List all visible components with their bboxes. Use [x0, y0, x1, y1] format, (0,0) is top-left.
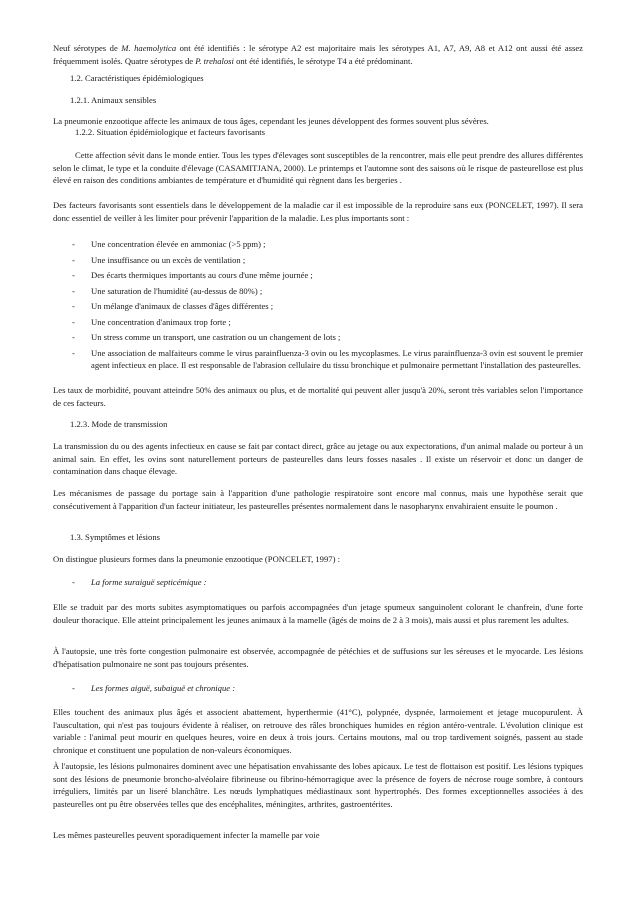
list-item-text: Un mélange d'animaux de classes d'âges différentes ;: [91, 301, 274, 311]
list-item: [53, 285, 583, 301]
list-dash: -: [72, 683, 75, 693]
list-item-text: Une concentration d'animaux trop forte ;: [91, 316, 231, 327]
heading-1-3: 1.3. Symptômes et lésions: [70, 532, 160, 542]
intro-text: Neuf sérotypes de: [53, 43, 122, 53]
species-name: M. haemolytica: [121, 43, 177, 53]
list-item-text: Une concentration élevée en ammoniac (>5 ppm) ;: [91, 239, 266, 249]
heading-1-2-1: 1.2.1. Animaux sensibles: [70, 95, 157, 105]
paragraph-autopsie-1: À l'autopsie, une très forte congestion pulmonaire est observée, accompagnée de pétéchies et de suffusions sur les séreuses et le myocarde. Les lésions d'hépatisation pulmonaire ne sont pas toujours présentes.: [53, 646, 583, 669]
paragraph-forme-suraigue: Elle se traduit par des morts subites asymptomatiques ou parfois accompagnées d'un jetage spumeux sanguinolent colorant le chanfrein, d'une forte douleur thoracique. Elle atteint principalement les jeunes animaux à la mamelle (âgés de moins de 2 à 3 mois), mais aussi et plus rarement les adultes.: [53, 602, 583, 625]
intro-paragraph: [53, 42, 583, 67]
forme-suraigue-label: La forme suraiguë septicémique :: [91, 577, 207, 587]
list-dash: -: [72, 285, 75, 296]
list-dash: -: [72, 316, 75, 327]
paragraph-facteurs: Des facteurs favorisants sont essentiels dans le développement de la maladie car il est impossible de la reproduire sans eux (PONCELET, 1997). Il sera donc essentiel de veiller à les limiter pour prévenir l'apparition de la maladie. Les plus importants sont :: [53, 200, 583, 223]
paragraph-morbidite: Les taux de morbidité, pouvant atteindre 50% des animaux ou plus, et de mortalité qui peuvent aller jusqu'à 20%, seront très variables selon l'importance de ces facteurs.: [53, 385, 583, 408]
list-item-text: Des écarts thermiques importants au cours d'une même journée ;: [91, 270, 313, 280]
list-item: [53, 254, 583, 270]
list-item-text: Un stress comme un transport, une castration ou un changement de lots ;: [91, 332, 341, 342]
list-dash: -: [72, 254, 75, 265]
paragraph-autopsie-2: À l'autopsie, les lésions pulmonaires dominent avec une hépatisation envahissante des lobes apicaux. Le test de flottaison est positif. Les lésions typiques sont des lésions de pneumonie broncho-alvéolaire fibrineuse ou fibrino-hémorragique avec la présence de foyers de nécrose rouge sombre, à contours irréguliers, limités par un liseré blanchâtre. Les nœuds lymphatiques médiastinaux sont hypertrophés. Des formes exceptionnelles associées à des pasteurelles ont pu être observées telles que des encéphalites, méningites, arthrites, gastroentérites.: [53, 761, 583, 809]
species-name: P. trehalosi: [195, 55, 234, 66]
formes-aigue-label: Les formes aiguë, subaiguë et chronique :: [91, 683, 236, 693]
list-item-text: Une association de malfaiteurs comme le virus parainfluenza-3 ovin ou les mycoplasmes. Le virus parainfluenza-3 ovin est souvent le premier agent infectieux en place. Il est responsable de l'abrasion cellulaire du tissu bronchique et pulmonaire permettant l'installation des pasteurelles.: [91, 347, 583, 370]
heading-1-2-3: 1.2.3. Mode de transmission: [70, 419, 168, 429]
paragraph-animaux: La pneumonie enzootique affecte les animaux de tous âges, cependant les jeunes développent des formes souvent plus sévères.: [53, 116, 489, 126]
list-dash: -: [72, 301, 75, 311]
list-item: [53, 331, 583, 347]
intro-text: ont été identifiés : le sérotype A2 est majoritaire mais les sérotypes A1, A7, A9, A8 et A12 ont aussi été assez fréquemment isolés. Quatre sérotypes de: [53, 43, 583, 66]
paragraph-distingue: On distingue plusieurs formes dans la pneumonie enzootique (PONCELET, 1997) :: [53, 554, 340, 564]
list-dash: -: [72, 347, 75, 358]
heading-1-2: 1.2. Caractéristiques épidémiologiques: [70, 73, 204, 83]
list-item: [53, 238, 583, 254]
intro-text: ont été identifiés, le sérotype T4 a été prédominant.: [233, 55, 413, 66]
list-item: [53, 347, 583, 372]
list-item: [53, 316, 583, 332]
paragraph-memes: Les mêmes pasteurelles peuvent sporadiquement infecter la mamelle par voie: [53, 830, 320, 840]
list-item: [53, 269, 583, 285]
list-item-text: Une insuffisance ou un excès de ventilation ;: [91, 254, 246, 265]
list-dash: -: [72, 332, 75, 342]
facteurs-list: [53, 238, 583, 372]
paragraph-situation: Cette affection sévit dans le monde entier. Tous les types d'élevages sont susceptibles de la rencontrer, mais elle peut prendre des allures différentes selon le climat, le type et la conduite d'élevage (CASAMITJANA, 2000). Le printemps et l'automne sont des saisons où le risque de pasteurellose est plus élevé en raison des conditions ambiantes de température et d'humidité qui règnent dans les bergeries .: [53, 150, 583, 185]
paragraph-transmission: La transmission du ou des agents infectieux en cause se fait par contact direct, grâce au jetage ou aux expectorations, d'un animal malade ou porteur à un animal sain. En effet, les ovins sont naturellement porteurs de pasteurelles dans leurs fosses nasales . Il existe un réservoir et donc un danger de contamination dans chaque élevage.: [53, 441, 583, 476]
heading-1-2-2: 1.2.2. Situation épidémiologique et facteurs favorisants: [75, 127, 265, 137]
paragraph-mecanismes: Les mécanismes de passage du portage sain à l'apparition d'une pathologie respiratoire sont encore mal connus, mais une hypothèse serait que consécutivement à l'apparition d'un facteur initiateur, les pasteurelles présentes normalement dans le nasopharynx envahiraient ensuite le poumon .: [53, 488, 583, 511]
list-dash: -: [72, 239, 75, 249]
paragraph-formes-aigue: Elles touchent des animaux plus âgés et associent abattement, hyperthermie (41°C), polypnée, dyspnée, larmoiement et jetage mucopurulent. À l'auscultation, qui n'est pas toujours évidente à réaliser, on retrouve des râles bronchiques humides en région antéro-ventrale. L'évolution clinique est variable : l'animal peut mourir en quelques heures, voire en deux à trois jours. Certains moutons, mal ou trop tardivement soignés, passent au stade chronique et constituent une population de non-valeurs économiques.: [53, 707, 583, 755]
list-dash: -: [72, 270, 75, 280]
list-dash: -: [72, 577, 75, 587]
list-item-text: Une saturation de l'humidité (au-dessus de 80%) ;: [91, 285, 263, 296]
list-item: [53, 300, 583, 316]
